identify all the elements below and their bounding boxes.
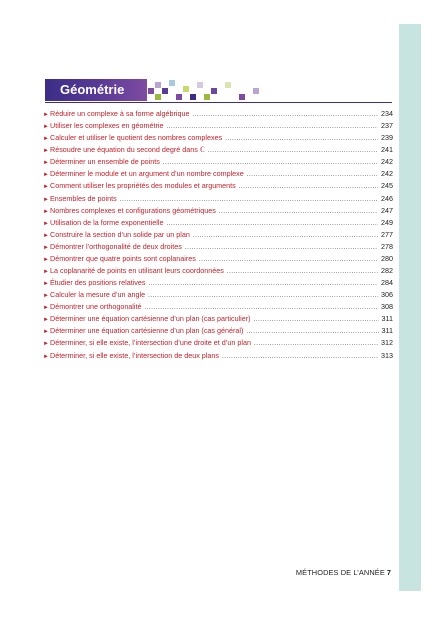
page-title: Géométrie — [60, 82, 125, 97]
method-title: La coplanarité de points en utilisant leurs coordonnées — [50, 266, 224, 276]
list-item[interactable] — [43, 350, 393, 362]
red-triangle-arrow-icon: ► — [43, 208, 49, 215]
footer-page-number: 7 — [386, 568, 391, 577]
red-triangle-arrow-icon: ► — [43, 232, 49, 239]
page-number: 311 — [381, 314, 393, 324]
list-item[interactable] — [43, 229, 393, 241]
dot-leader — [225, 133, 378, 145]
red-triangle-arrow-icon: ► — [43, 293, 49, 300]
title-block — [45, 79, 147, 101]
red-triangle-arrow-icon: ► — [43, 269, 49, 276]
list-item[interactable] — [43, 265, 393, 277]
mosaic-square — [225, 82, 231, 88]
page-number: 280 — [381, 253, 393, 263]
list-item[interactable] — [43, 193, 393, 205]
list-item[interactable] — [43, 301, 393, 313]
red-triangle-arrow-icon: ► — [43, 220, 49, 227]
list-item[interactable] — [43, 144, 393, 156]
methods-list — [43, 108, 393, 362]
method-title: Démontrer une orthogonalité — [50, 302, 142, 312]
red-triangle-arrow-icon: ► — [43, 112, 49, 118]
title-underline — [45, 102, 392, 103]
page-number: 242 — [381, 157, 393, 167]
list-item[interactable] — [43, 337, 393, 349]
red-triangle-arrow-icon: ► — [43, 256, 49, 263]
red-triangle-arrow-icon: ► — [43, 196, 49, 203]
method-title: Comment utiliser les propriétés des modules et arguments — [50, 181, 236, 191]
method-title: Nombres complexes et configurations géométriques — [50, 205, 216, 215]
page-number: 312 — [381, 338, 393, 348]
page-number: 246 — [381, 193, 393, 203]
mosaic-square — [197, 82, 203, 88]
page-number: 234 — [381, 109, 393, 118]
red-triangle-arrow-icon: ► — [43, 341, 49, 348]
dot-leader — [254, 314, 379, 326]
dot-leader — [246, 326, 378, 338]
page-number: 284 — [381, 278, 393, 288]
red-triangle-arrow-icon: ► — [43, 124, 49, 131]
method-title: Déterminer le module et un argument d’un nombre complexe — [50, 169, 244, 179]
page-number: 249 — [381, 217, 393, 227]
section-title-bar — [45, 79, 392, 101]
list-item[interactable] — [43, 289, 393, 301]
page-number: 311 — [381, 326, 393, 336]
page-number: 306 — [381, 290, 393, 300]
dot-leader — [148, 290, 378, 302]
page-number: 247 — [381, 205, 393, 215]
dot-leader — [192, 109, 378, 121]
mosaic-square — [155, 82, 161, 88]
mosaic-square — [190, 94, 196, 100]
dot-leader — [166, 218, 378, 230]
mosaic-square — [183, 86, 189, 92]
mosaic-square — [162, 88, 168, 94]
dot-leader — [199, 254, 378, 266]
method-title: Ensembles de points — [50, 193, 117, 203]
page-number: 308 — [381, 302, 393, 312]
method-title: Étudier des positions relatives — [50, 278, 146, 288]
red-triangle-arrow-icon: ► — [43, 305, 49, 312]
method-title: Déterminer, si elle existe, l’intersection d’une droite et d’un plan — [50, 338, 251, 348]
red-triangle-arrow-icon: ► — [43, 160, 49, 167]
page-number: 277 — [381, 229, 393, 239]
dot-leader — [239, 181, 378, 193]
list-item[interactable] — [43, 325, 393, 337]
red-triangle-arrow-icon: ► — [43, 136, 49, 143]
page-number: 241 — [381, 145, 393, 155]
dot-leader — [222, 351, 378, 363]
list-item[interactable] — [43, 313, 393, 325]
mosaic-square — [155, 94, 161, 100]
dot-leader — [193, 230, 378, 242]
method-title: Démontrer que quatre points sont coplanaires — [50, 253, 196, 263]
dot-leader — [227, 266, 378, 278]
red-triangle-arrow-icon: ► — [43, 317, 49, 324]
mosaic-square — [148, 88, 154, 94]
list-item[interactable] — [43, 277, 393, 289]
method-title: Déterminer une équation cartésienne d’un plan (cas particulier) — [50, 314, 251, 324]
mosaic-square — [239, 94, 245, 100]
page-number: 278 — [381, 241, 393, 251]
method-title: Réduire un complexe à sa forme algébrique — [50, 109, 190, 118]
list-item[interactable] — [43, 132, 393, 144]
mosaic-square — [176, 94, 182, 100]
method-title: Déterminer, si elle existe, l’intersection de deux plans — [50, 350, 219, 360]
list-item[interactable] — [43, 156, 393, 168]
footer-text: MÉTHODES DE L’ANNÉE — [295, 568, 385, 577]
method-title: Déterminer un ensemble de points — [50, 157, 160, 167]
page-number: 239 — [381, 133, 393, 143]
red-triangle-arrow-icon: ► — [43, 184, 49, 191]
dot-leader — [185, 242, 378, 254]
dot-leader — [208, 145, 378, 157]
mosaic-square — [253, 88, 259, 94]
page-number: 282 — [381, 266, 393, 276]
red-triangle-arrow-icon: ► — [43, 244, 49, 251]
method-title: Calculer et utiliser le quotient des nombres complexes — [50, 133, 223, 143]
red-triangle-arrow-icon: ► — [43, 353, 49, 360]
dot-leader — [219, 206, 378, 218]
list-item[interactable] — [43, 205, 393, 217]
method-title: Calculer la mesure d’un angle — [50, 290, 146, 300]
list-item[interactable] — [43, 253, 393, 265]
method-title: Utiliser les complexes en géométrie — [50, 121, 164, 131]
list-item[interactable] — [43, 108, 393, 120]
red-triangle-arrow-icon: ► — [43, 329, 49, 336]
side-color-strip — [399, 24, 421, 591]
list-item[interactable] — [43, 241, 393, 253]
method-title: Démontrer l’orthogonalité de deux droites — [50, 241, 182, 251]
method-title: Résoudre une équation du second degré dans ℂ — [50, 145, 205, 155]
red-triangle-arrow-icon: ► — [43, 148, 49, 155]
dot-leader — [254, 338, 378, 350]
red-triangle-arrow-icon: ► — [43, 172, 49, 179]
dot-leader — [247, 169, 378, 181]
method-title: Utilisation de la forme exponentielle — [50, 217, 164, 227]
list-item[interactable] — [43, 168, 393, 180]
list-item[interactable] — [43, 180, 393, 192]
page-footer — [296, 568, 391, 577]
page-number: 237 — [381, 121, 393, 131]
method-title: Construire la section d’un solide par un plan — [50, 229, 190, 239]
list-item[interactable] — [43, 217, 393, 229]
page-number: 245 — [381, 181, 393, 191]
mosaic-square — [211, 88, 217, 94]
mosaic-square — [204, 94, 210, 100]
page-number: 242 — [381, 169, 393, 179]
method-title: Déterminer une équation cartésienne d’un plan (cas général) — [50, 326, 244, 336]
red-triangle-arrow-icon: ► — [43, 281, 49, 288]
page-number: 313 — [381, 350, 393, 360]
mosaic-square — [169, 80, 175, 86]
dot-leader — [148, 278, 378, 290]
list-item[interactable] — [43, 120, 393, 132]
